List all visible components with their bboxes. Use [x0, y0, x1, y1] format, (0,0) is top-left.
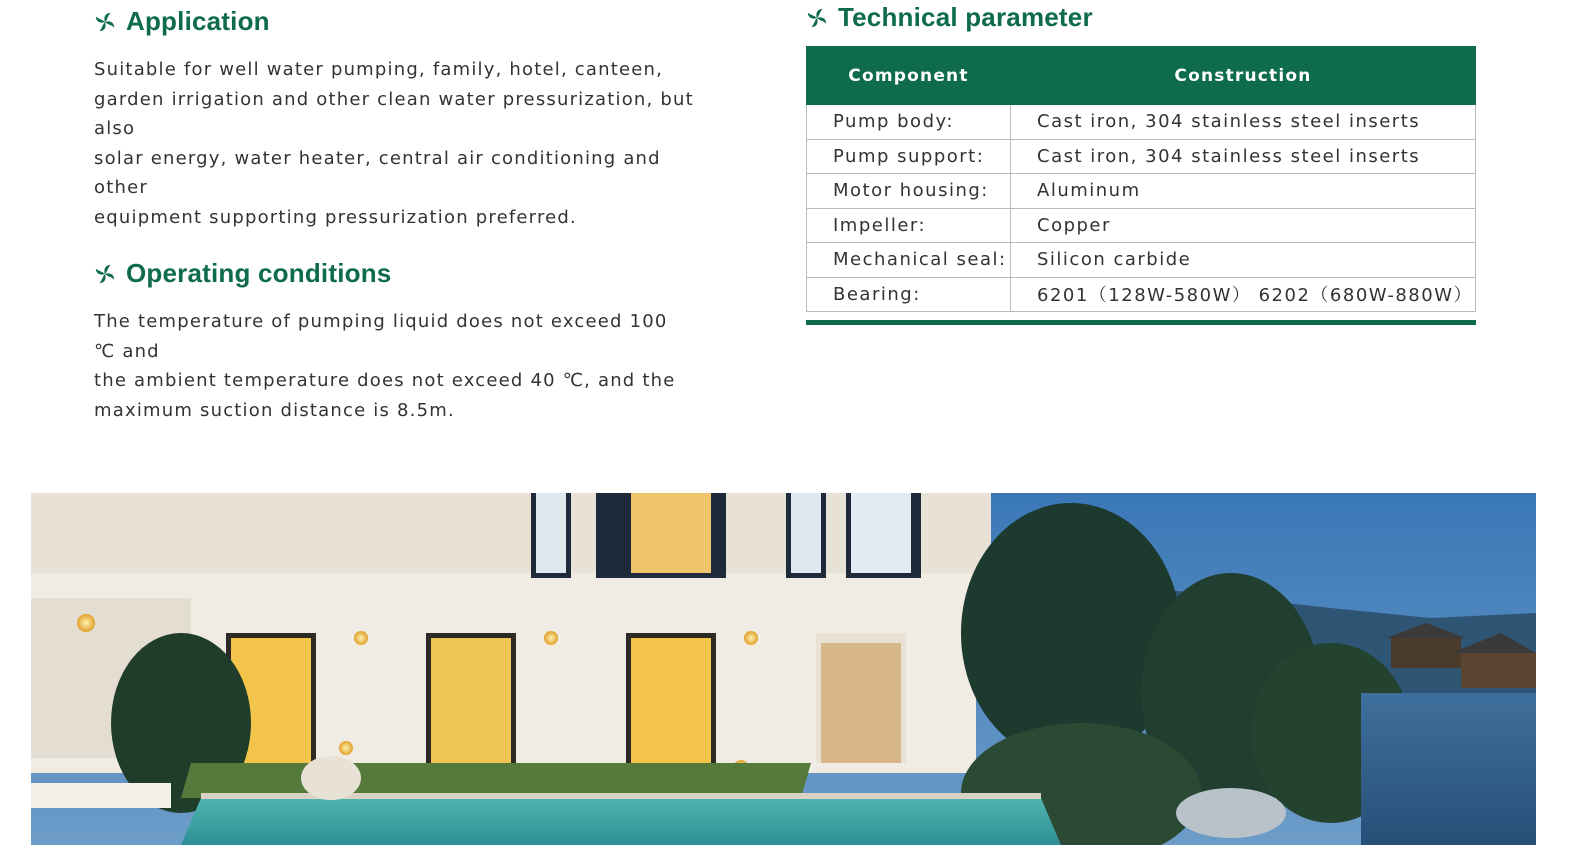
- table-bottom-rule: [806, 320, 1476, 325]
- table-row: [807, 208, 1476, 243]
- technical-title: Technical parameter: [838, 2, 1093, 32]
- table-row: [807, 243, 1476, 278]
- application-heading: [94, 6, 694, 37]
- cell-component: Mechanical seal:: [807, 243, 1011, 278]
- operating-section: [94, 258, 694, 425]
- leaf-swirl-icon: [806, 7, 828, 29]
- operating-text: The temperature of pumping liquid does not exceed 100 ℃ and the ambient temperature does not exceed 40 ℃, and the maximum suction distance is 8.5m.: [94, 311, 676, 421]
- cell-component: Motor housing:: [807, 174, 1011, 209]
- application-title: Application: [126, 6, 270, 36]
- cell-construction: Cast iron, 304 stainless steel inserts: [1011, 139, 1476, 174]
- cell-component: Pump body:: [807, 105, 1011, 140]
- header-construction: Construction: [1011, 47, 1476, 105]
- resort-villa-photo: [31, 493, 1536, 845]
- cell-construction: Silicon carbide: [1011, 243, 1476, 278]
- technical-heading: [806, 2, 1477, 33]
- table-row: [807, 105, 1476, 140]
- cell-component: Bearing:: [807, 277, 1011, 312]
- cell-construction: 6201（128W-580W） 6202（680W-880W）: [1011, 277, 1476, 312]
- operating-title: Operating conditions: [126, 258, 392, 288]
- leaf-swirl-icon: [94, 11, 116, 33]
- table-header-row: [807, 47, 1476, 105]
- cell-construction: Aluminum: [1011, 174, 1476, 209]
- technical-section: [806, 2, 1477, 325]
- operating-heading: [94, 258, 694, 289]
- application-text: Suitable for well water pumping, family, hotel, canteen, garden irrigation and other clean water pressurization, but also solar energy, water heater, central air conditioning and other equipment supporting pressurization preferred.: [94, 59, 694, 228]
- cell-component: Pump support:: [807, 139, 1011, 174]
- table-row: [807, 174, 1476, 209]
- table-row: [807, 277, 1476, 312]
- cell-component: Impeller:: [807, 208, 1011, 243]
- header-component: Component: [807, 47, 1011, 105]
- spec-table: [806, 46, 1476, 312]
- cell-construction: Cast iron, 304 stainless steel inserts: [1011, 105, 1476, 140]
- application-section: [94, 6, 694, 232]
- cell-construction: Copper: [1011, 208, 1476, 243]
- table-row: [807, 139, 1476, 174]
- leaf-swirl-icon: [94, 263, 116, 285]
